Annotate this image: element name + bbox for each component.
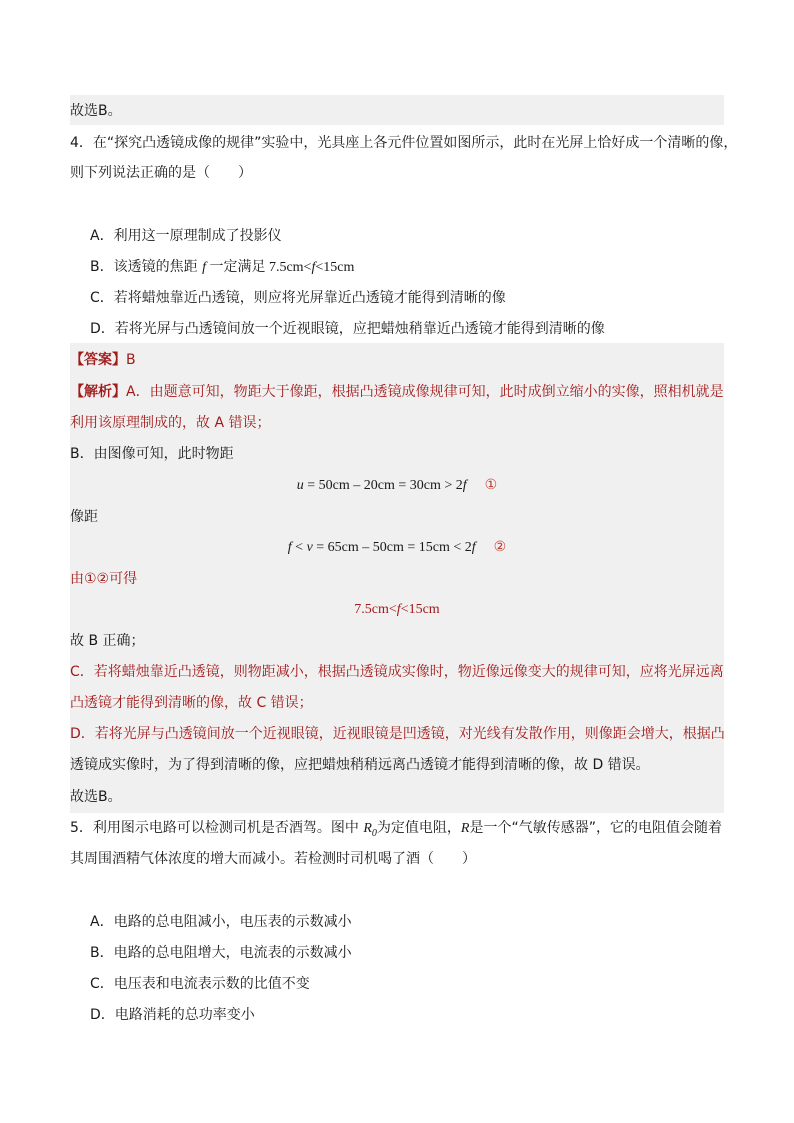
- q4-analysis-image-distance-label: 像距: [70, 509, 98, 525]
- q5-option-a: A．电路的总电阻减小，电压表的示数减小: [90, 914, 352, 930]
- answer-value: B: [126, 352, 136, 368]
- equation-focal-range: 7.5cm<f<15cm: [354, 602, 440, 617]
- equation-mark-2: ②: [493, 540, 507, 555]
- prev-conclusion: 故选B。: [70, 103, 122, 119]
- q4-analysis-b-conclusion: 故 B 正确；: [70, 633, 145, 649]
- equation-mark-1: ①: [484, 478, 498, 493]
- q5-option-b: B．电路的总电阻增大，电流表的示数减小: [90, 945, 352, 961]
- equation-image-distance: f < v = 65cm – 50cm = 15cm < 2f ②: [287, 540, 507, 555]
- q4-option-d: D．若将光屏与凸透镜间放一个近视眼镜，应把蜡烛稍靠近凸透镜才能得到清晰的像: [90, 321, 605, 337]
- equation-object-distance: u = 50cm – 20cm = 30cm > 2f ①: [296, 478, 498, 493]
- q4-answer: [70, 350, 724, 370]
- q5-option-c: C．电压表和电流表示数的比值不变: [90, 976, 310, 992]
- q4-analysis-derive: 由①②可得: [70, 571, 138, 587]
- answer-tag: 【答案】: [70, 352, 126, 368]
- q5-stem-line2: 其周围酒精气体浓度的增大而减小。若检测时司机喝了酒（ ）: [70, 851, 476, 867]
- analysis-tag: 【解析】: [70, 384, 126, 400]
- q4-option-c: C．若将蜡烛靠近凸透镜，则应将光屏靠近凸透镜才能得到清晰的像: [90, 290, 506, 306]
- q4-analysis-d-line1: D．若将光屏与凸透镜间放一个近视眼镜，近视眼镜是凹透镜，对光线有发散作用，则像距会增大，根据凸: [70, 726, 725, 742]
- q4-option-b: B．该透镜的焦距 f 一定满足 7.5cm<f<15cm: [90, 259, 355, 275]
- q4-analysis-c-line2: 凸透镜才能得到清晰的像，故 C 错误；: [70, 695, 313, 711]
- q4-analysis-c-line1: C．若将蜡烛靠近凸透镜，则物距减小，根据凸透镜成实像时，物近像远像变大的规律可知，应将光屏远离: [70, 664, 724, 680]
- q4-conclusion: 故选B。: [70, 789, 122, 805]
- q4-analysis-a-line1: 【解析】A．由题意可知，物距大于像距，根据凸透镜成像规律可知，此时成倒立缩小的实像，照相机就是: [70, 384, 724, 400]
- q5-option-d: D．电路消耗的总功率变小: [90, 1007, 255, 1023]
- q4-option-a: A．利用这一原理制成了投影仪: [90, 228, 282, 244]
- q5-stem-line1: 5．利用图示电路可以检测司机是否酒驾。图中 $R_0$为定值电阻，R是一个“气敏传感器”，它的电阻值会随着: [70, 820, 722, 839]
- q4-analysis-d-line2: 透镜成实像时，为了得到清晰的像，应把蜡烛稍稍远离凸透镜才能得到清晰的像，故 D 错误。: [70, 757, 650, 773]
- q4-analysis-a-line2: 利用该原理制成的，故 A 错误；: [70, 415, 271, 431]
- q4-stem-line1: 4．在“探究凸透镜成像的规律”实验中，光具座上各元件位置如图所示，此时在光屏上恰好成一个清晰的像，: [70, 135, 738, 151]
- q4-stem-line2: 则下列说法正确的是（ ）: [70, 165, 252, 181]
- q4-analysis-b-line1: B．由图像可知，此时物距: [70, 446, 234, 462]
